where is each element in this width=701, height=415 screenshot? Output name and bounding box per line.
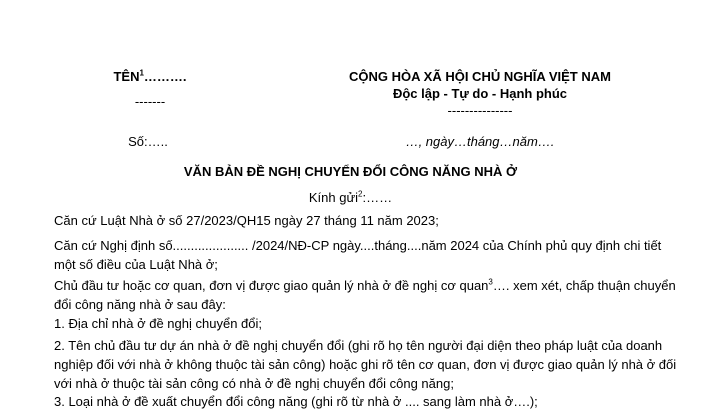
national-motto: Độc lập - Tự do - Hạnh phúc	[392, 86, 568, 101]
organization-name	[80, 69, 220, 84]
footnote-marker-3: 3	[488, 277, 493, 287]
addressee-suffix: :……	[362, 190, 393, 205]
motto-divider: ---------------	[447, 103, 513, 118]
document-number: Số:…..	[128, 134, 168, 149]
national-title: CỘNG HÒA XÃ HỘI CHỦ NGHĨA VIỆT NAM	[349, 69, 611, 84]
organization-divider: -------	[134, 94, 166, 109]
place-and-date: …, ngày…tháng…năm….	[405, 134, 555, 149]
legal-basis-decree: Căn cứ Nghị định số..................... /2024/NĐ-CP ngày....tháng....năm 2024 của Chính phủ quy định chi tiết một số điều của Luật Nhà ở;	[54, 238, 662, 272]
request-statement-start: Chủ đầu tư hoặc cơ quan, đơn vị được giao quản lý nhà ở đề nghị cơ quan	[54, 278, 489, 293]
footnote-marker-2: 2	[358, 189, 363, 199]
addressee-line	[0, 190, 701, 205]
addressee-prefix: Kính gửi	[308, 190, 359, 205]
organization-name-label: TÊN	[113, 69, 140, 84]
organization-name-dots: ……….	[143, 69, 187, 84]
item-address: 1. Địa chỉ nhà ở đề nghị chuyển đổi;	[54, 316, 262, 331]
request-statement	[54, 276, 686, 314]
item-investor-name: 2. Tên chủ đầu tư dự án nhà ở đề nghị chuyển đổi (ghi rõ họ tên người đại diện theo pháp luật của doanh nghiệp đối với nhà ở không thuộc tài sản công) hoặc ghi rõ tên cơ quan, đơn vị được giao quản lý nhà ở đối với nhà ở thuộc tài sản công có nhà ở đề nghị chuyển đổi công năng;	[54, 338, 677, 391]
request-statement-end: …. xem xét, chấp thuận chuyển đổi công năng nhà ở sau đây:	[54, 278, 676, 312]
item-housing-type: 3. Loại nhà ở đề xuất chuyển đổi công năng (ghi rõ từ nhà ở .... sang làm nhà ở….);	[54, 394, 538, 409]
legal-basis-housing-law: Căn cứ Luật Nhà ở số 27/2023/QH15 ngày 27 tháng 11 năm 2023;	[54, 213, 439, 228]
document-title: VĂN BẢN ĐỀ NGHỊ CHUYỂN ĐỔI CÔNG NĂNG NHÀ Ở	[183, 164, 518, 179]
footnote-marker-1: 1	[139, 68, 144, 78]
